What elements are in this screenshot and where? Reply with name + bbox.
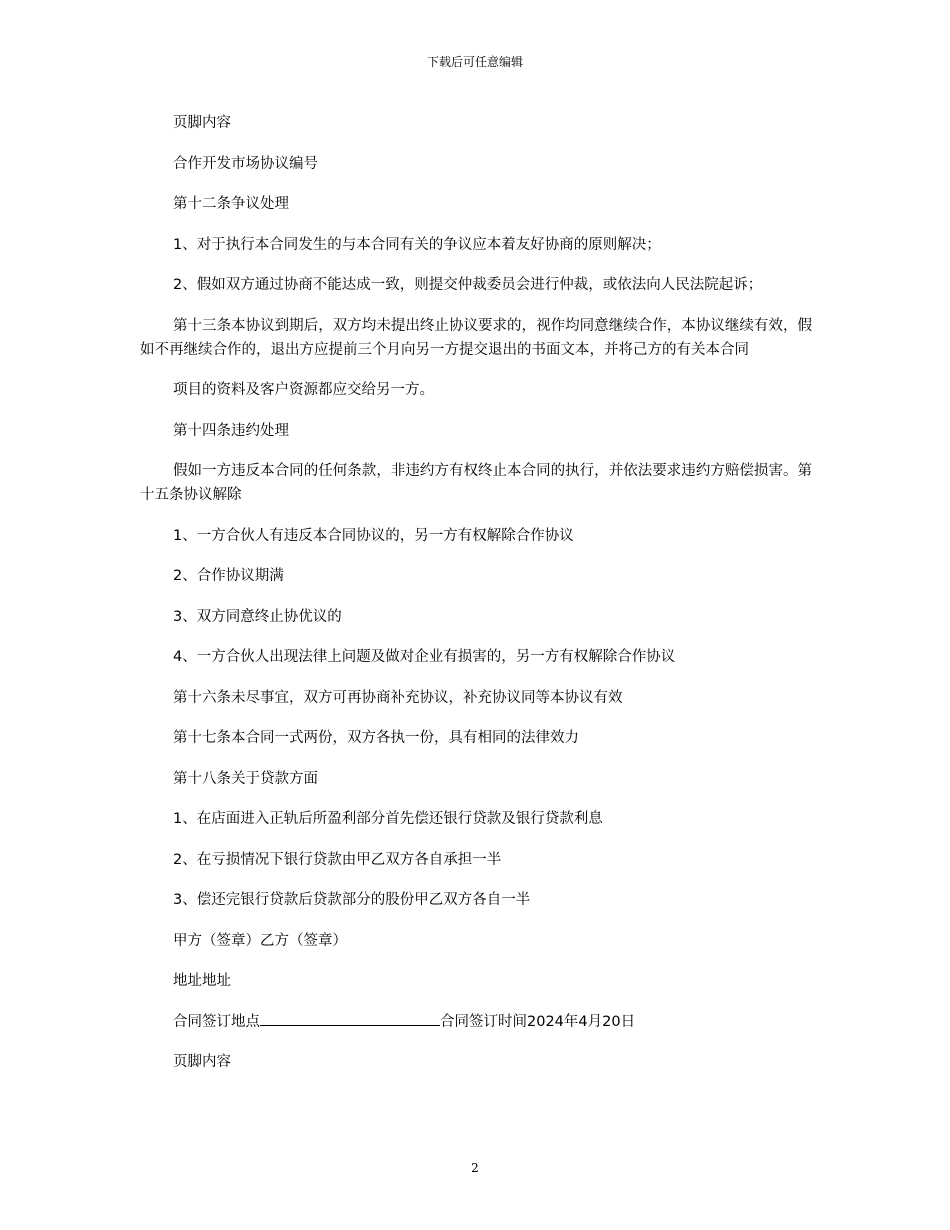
- paragraph-article-15-item-3: 3、双方同意终止协优议的: [173, 608, 342, 625]
- paragraph-footer-label-bottom: 页脚内容: [173, 1054, 231, 1070]
- paragraph-signatures: 甲方（签章）乙方（签章）: [173, 932, 347, 949]
- paragraph-article-12-title: 第十二条争议处理: [173, 196, 289, 212]
- paragraph-article-17: 第十七条本合同一式两份，双方各执一份，具有相同的法律效力: [173, 730, 579, 746]
- document-body: [140, 111, 812, 1091]
- paragraph-article-12-item-2: 2、假如双方通过协商不能达成一致，则提交仲裁委员会进行仲裁，或依法向人民法院起诉；: [173, 277, 763, 293]
- paragraph-article-15-item-4: 4、一方合伙人出现法律上问题及做对企业有损害的，另一方有权解除合作协议: [173, 649, 676, 665]
- paragraph-article-13: 第十三条本协议到期后，双方均未提出终止协议要求的，视作均同意继续合作，本协议继续有效，假如不再继续合作的，退出方应提前三个月向另一方提交退出的书面文本，并将己方的有关本合同: [140, 317, 812, 358]
- paragraph-article-15-item-2: 2、合作协议期满: [173, 568, 284, 584]
- paragraph-article-13-continued: 项目的资料及客户资源都应交给另一方。: [173, 382, 434, 398]
- paragraph-addresses: 地址地址: [173, 973, 231, 989]
- signing-place-label: 合同签订地点: [173, 1013, 260, 1030]
- paragraph-article-14-body: 假如一方违反本合同的任何条款，非违约方有权终止本合同的执行，并依法要求违约方赔偿损害。第十五条协议解除: [140, 463, 812, 503]
- paragraph-article-18-item-3: 3、偿还完银行贷款后贷款部分的股份甲乙双方各自一半: [173, 892, 531, 908]
- paragraph-signing-line: [140, 1010, 812, 1034]
- paragraph-agreement-number: 合作开发市场协议编号: [173, 155, 318, 172]
- signing-place-blank: [260, 1011, 440, 1026]
- paragraph-article-12-item-1: 1、对于执行本合同发生的与本合同有关的争议应本着友好协商的原则解决；: [173, 236, 661, 253]
- paragraph-article-18-item-1: 1、在店面进入正轨后所盈利部分首先偿还银行贷款及银行贷款利息: [173, 811, 603, 827]
- paragraph-article-18-title: 第十八条关于贷款方面: [173, 770, 318, 787]
- paragraph-footer-label-top: 页脚内容: [173, 115, 231, 131]
- signing-date: 2024年4月20日: [527, 1013, 636, 1030]
- paragraph-article-16: 第十六条未尽事宜，双方可再协商补充协议，补充协议同等本协议有效: [173, 689, 623, 706]
- paragraph-article-15-item-1: 1、一方合伙人有违反本合同协议的，另一方有权解除合作协议: [173, 527, 574, 544]
- page-header: 下载后可任意编辑: [426, 55, 523, 69]
- signing-time-label: 合同签订时间: [440, 1013, 527, 1030]
- page-number: 2: [471, 1161, 479, 1175]
- paragraph-article-14-title: 第十四条违约处理: [173, 422, 289, 439]
- paragraph-article-18-item-2: 2、在亏损情况下银行贷款由甲乙双方各自承担一半: [173, 851, 502, 868]
